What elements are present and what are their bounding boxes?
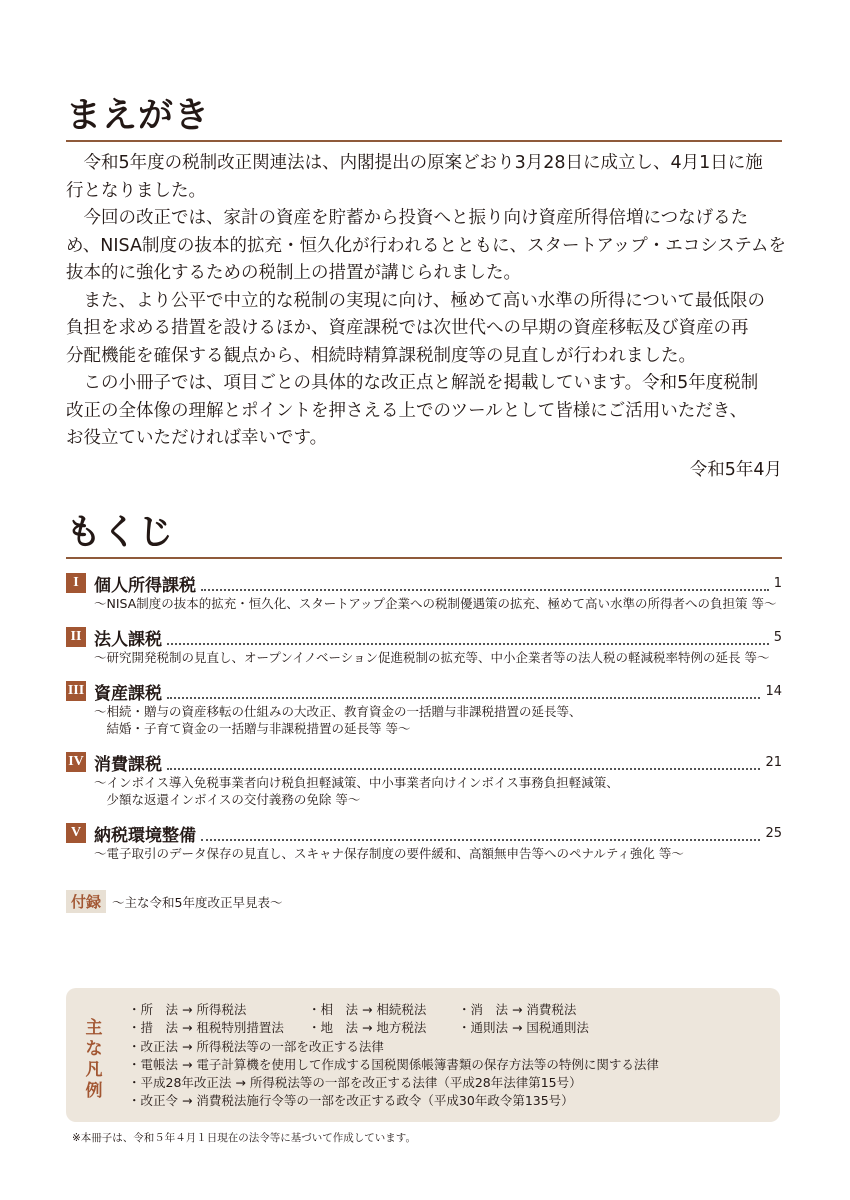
toc-page-number: 5 [773,629,782,645]
dot-leader [167,630,769,645]
toc-title: もくじ [66,513,175,553]
toc-item-title[interactable]: 納税環境整備 [94,825,196,846]
legend-label [84,1018,104,1102]
toc-desc-line: ～研究開発税制の見直し、オープンイノベーション促進税制の拡充等、中小企業者等の法人税の軽減税率特例の延長 等～ [94,650,770,665]
toc-item-title[interactable]: 消費課税 [94,754,162,775]
toc-page-number: 1 [773,575,782,591]
preface-line: 抜本的に強化するための税制上の措置が講じられました。 [66,263,521,283]
legend-entries [128,1001,659,1111]
legend-entry: ・消 法 → 消費税法 [458,1002,577,1017]
dot-leader [167,684,760,699]
toc-desc-line: ～NISA制度の抜本的拡充・恒久化、スタートアップ企業への税制優遇策の拡充、極めて高い水準の所得者への負担策 等～ [94,596,777,611]
toc-item-5[interactable] [66,821,782,862]
preface-line: 負担を求める措置を設けるほか、資産課税では次世代への早期の資産移転及び資産の再 [66,318,749,338]
legend-label-char: な [85,1039,103,1059]
toc-desc-line: ～電子取引のデータ保存の見直し、スキャナ保存制度の要件緩和、高額無申告等へのペナルティ強化 等～ [94,846,684,861]
toc-page-number: 21 [765,754,782,770]
toc-item-4[interactable] [66,750,782,808]
dot-leader [167,755,760,770]
toc-desc-line: ～相続・贈与の資産移転の仕組みの大改正、教育資金の一括贈与非課税措置の延長等、 [94,704,582,719]
chapter-number-badge: I [66,573,86,593]
dot-leader [201,826,760,841]
toc-item-description [94,595,782,612]
toc-page-number: 14 [765,683,782,699]
table-of-contents [66,571,782,871]
toc-desc-line: ～インボイス導入免税事業者向け税負担軽減策、中小事業者向けインボイス事務負担軽減策、 [94,775,619,790]
preface-line: 分配機能を確保する観点から、相続時精算課税制度等の見直しが行われました。 [66,345,696,366]
legend-label-char: 例 [85,1081,103,1101]
toc-divider [66,557,782,559]
legend-entry: ・改正令 → 消費税法施行令等の一部を改正する政令（平成30年政令第135号） [128,1093,574,1109]
legend-row [128,1001,659,1019]
preface-line: また、より公平で中立的な税制の実現に向け、極めて高い水準の所得について最低限の [83,290,765,311]
appendix-label: 付録 [66,890,106,913]
legend-entry: ・通則法 → 国税通則法 [458,1020,589,1036]
dot-leader [201,576,769,591]
preface-line: 今回の改正では、家計の資産を貯蓄から投資へと振り向け資産所得倍増につなげるた [83,208,749,228]
legend-entry: ・措 法 → 租税特別措置法 [128,1020,284,1036]
legend-entry: ・地 法 → 地方税法 [308,1020,427,1036]
preface-body [66,150,786,484]
toc-item-description [94,649,782,666]
chapter-number-badge: V [66,823,86,843]
preface-divider [66,140,782,142]
toc-desc-line: 少額な返還インボイスの交付義務の免除 等～ [106,792,361,807]
preface-line: 行となりました。 [66,180,206,201]
toc-page-number: 25 [765,825,782,841]
chapter-number-badge: IV [66,752,86,772]
preface-title: まえがき [66,96,211,136]
appendix-entry[interactable] [66,890,282,913]
preface-line: 令和5年度の税制改正関連法は、内閣提出の原案どおり3月28日に成立し、4月1日に施 [83,153,763,173]
toc-item-2[interactable] [66,625,782,666]
toc-item-1[interactable] [66,571,782,612]
toc-desc-line: 結婚・子育て資金の一括贈与非課税措置の延長等 等～ [106,721,411,736]
toc-item-description [94,845,782,862]
preface-line: お役立ていただければ幸いです。 [66,428,328,448]
abbreviations-legend [66,988,780,1122]
preface-line: 改正の全体像の理解とポイントを押さえる上でのツールとして皆様にご活用いただき、 [66,400,748,421]
legend-label-char: 主 [85,1018,103,1038]
legend-entry: ・平成28年改正法 → 所得税法等の一部を改正する法律（平成28年法律第15号） [128,1075,582,1091]
legend-entry: ・所 法 → 所得税法 [128,1002,247,1017]
legend-entry: ・改正法 → 所得税法等の一部を改正する法律 [128,1038,384,1054]
chapter-number-badge: III [66,681,86,701]
toc-item-description [94,703,782,737]
chapter-number-badge: II [66,627,86,647]
toc-item-title[interactable]: 資産課税 [94,683,162,704]
preface-line: め、NISA制度の抜本的拡充・恒久化が行われるとともに、スタートアップ・エコシステムを [66,235,786,256]
preface-line: この小冊子では、項目ごとの具体的な改正点と解説を掲載しています。令和5年度税制 [83,373,759,393]
toc-item-title[interactable]: 法人課税 [94,629,162,650]
toc-item-3[interactable] [66,679,782,737]
legend-row [128,1019,659,1037]
footnote: ※本冊子は、令和５年４月１日現在の法令等に基づいて作成しています。 [72,1132,416,1144]
appendix-text[interactable]: ～主な令和5年度改正早見表～ [112,894,283,910]
toc-item-title[interactable]: 個人所得課税 [94,575,196,596]
legend-label-char: 凡 [85,1060,103,1080]
legend-entry: ・電帳法 → 電子計算機を使用して作成する国税関係帳簿書類の保存方法等の特例に関する法律 [128,1056,659,1072]
preface-date: 令和5年4月 [689,459,782,480]
legend-entry: ・相 法 → 相続税法 [308,1002,427,1017]
toc-item-description [94,774,782,808]
